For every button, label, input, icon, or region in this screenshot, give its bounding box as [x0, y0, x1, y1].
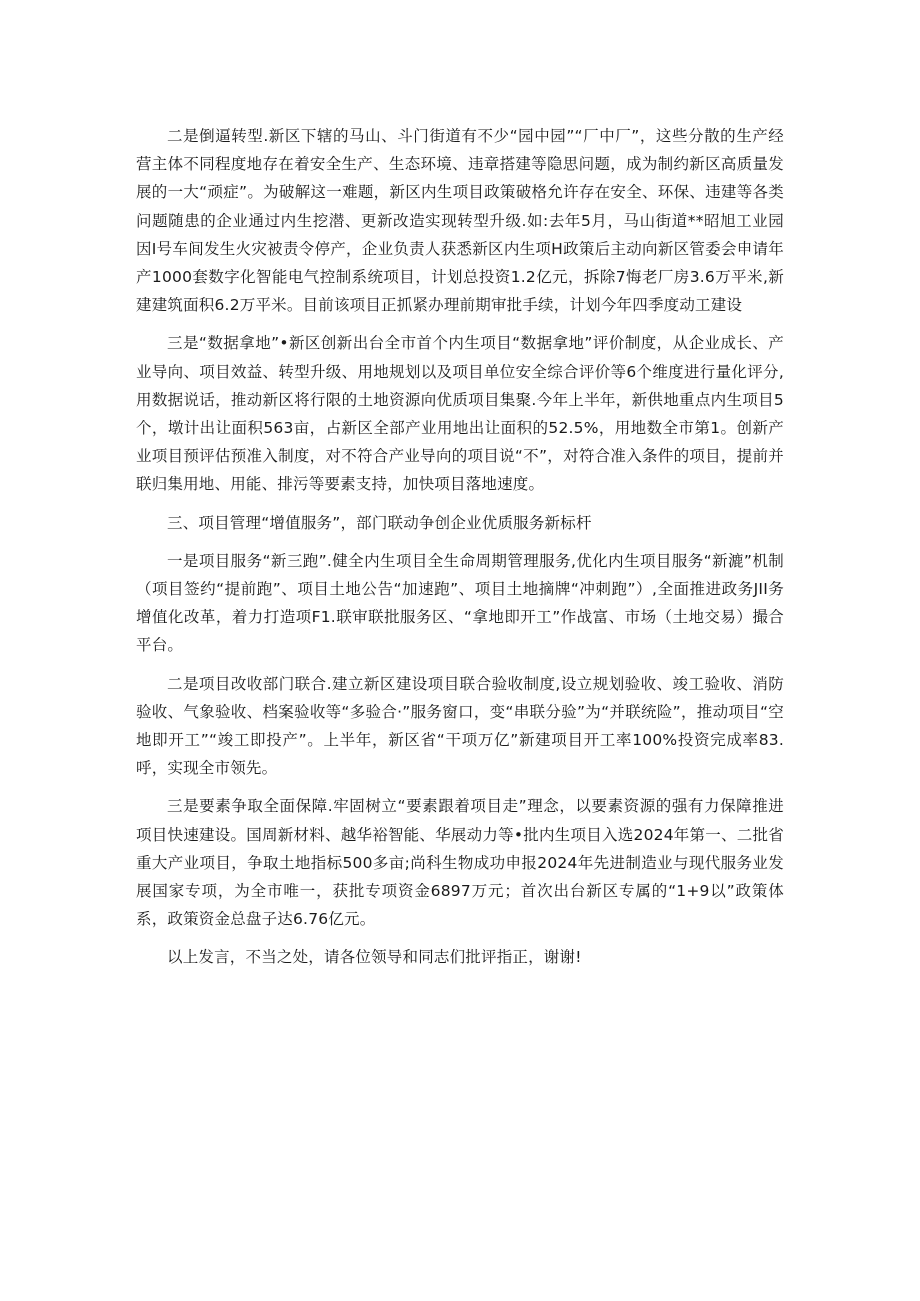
- document-page: [136, 122, 784, 982]
- paragraph-data-land: 三是“数据拿地”•新区创新出台全市首个内生项目“数据拿地”评价制度，从企业成长、产业导向、项目效益、转型升级、用地规划以及项目单位安全综合评价等6个维度进行量化评分,用数据说话，推动新区将行限的土地资源向优质项目集聚.今年上半年，新供地重点内生项目5个，墩计出让面积563亩，占新区全部产业用地出让面积的52.5%，用地数全市第1。创新产业项目预评估预准入制度，对不符合产业导向的项目说“不”，对符合准入条件的项目，提前并联归集用地、用能、排污等要素支持，加快项目落地速度。: [136, 334, 784, 494]
- paragraph-project-service: 一是项目服务“新三跑”.健全内生项目全生命周期管理服务,优化内生项目服务“新漉”机制（项目签约“提前跑”、项目土地公告“加速跑”、项目土地摘牌“冲刺跑”）,全面推进政务JII务增值化改革，着力打造项F1.联审联批服务区、“拿地即开工”作战富、市场（土地交易）撮合平台。: [136, 551, 784, 655]
- section-heading-project-management: 三、项目管理“增值服务”，部门联动争创企业优质服务新标杆: [167, 513, 592, 532]
- paragraph-joint-acceptance: 二是项目改收部门联合.建立新区建设项目联合验收制度,设立规划验收、竣工验收、消防验收、气象验收、档案验收等“多验合·”服务窗口，变“串联分验”为“并联统险”，推动项目“空地即开工”“竣工即投产”。上半年，新区省“干项万亿”新建项目开工率100%投资完成率83.呼，实现全市领先。: [136, 674, 784, 778]
- paragraph-closing-remarks: 以上发言，不当之处，请各位领导和同志们批评指正，谢谢!: [167, 948, 582, 967]
- paragraph-transformation: 二是倒逼转型.新区下辖的马山、斗门街道有不少“园中园”“厂中厂”，这些分散的生产经营主体不同程度地存在着安全生产、生态环境、违章搭建等隐思问题，成为制约新区高质量发展的一大“顽症”。为破解这一难题，新区内生项目政策破格允许存在安全、环保、违建等各类问题随患的企业通过内生挖潜、更新改造实现转型升级.如:去年5月，马山街道**昭旭工业园因I号车间发生火灾被责令停产，企业负责人获悉新区内生项H政策后主动向新区管委会申请年产1000套数字化智能电气控制系统项目，计划总投资1.2亿元，拆除7悔老厂房3.6万平米,新建建筑面积6.2万平米。目前该项目正抓紧办理前期审批手续，计划今年四季度动工建设: [136, 127, 784, 315]
- paragraph-factor-guarantee: 三是要素争取全面保障.牢固树立“要素跟着项目走”理念，以要素资源的强有力保障推进项目快速建设。国周新材料、越华裕智能、华展动力等•批内生项目入选2024年第一、二批省重大产业项目，争取土地指标500多亩;尚科生物成功申报2024年先进制造业与现代服务业发展国家专项，为全市唯一，获批专项资金6897万元；首次出台新区专属的“1+9以”政策体系，政策资金总盘子达6.76亿元。: [136, 797, 784, 929]
